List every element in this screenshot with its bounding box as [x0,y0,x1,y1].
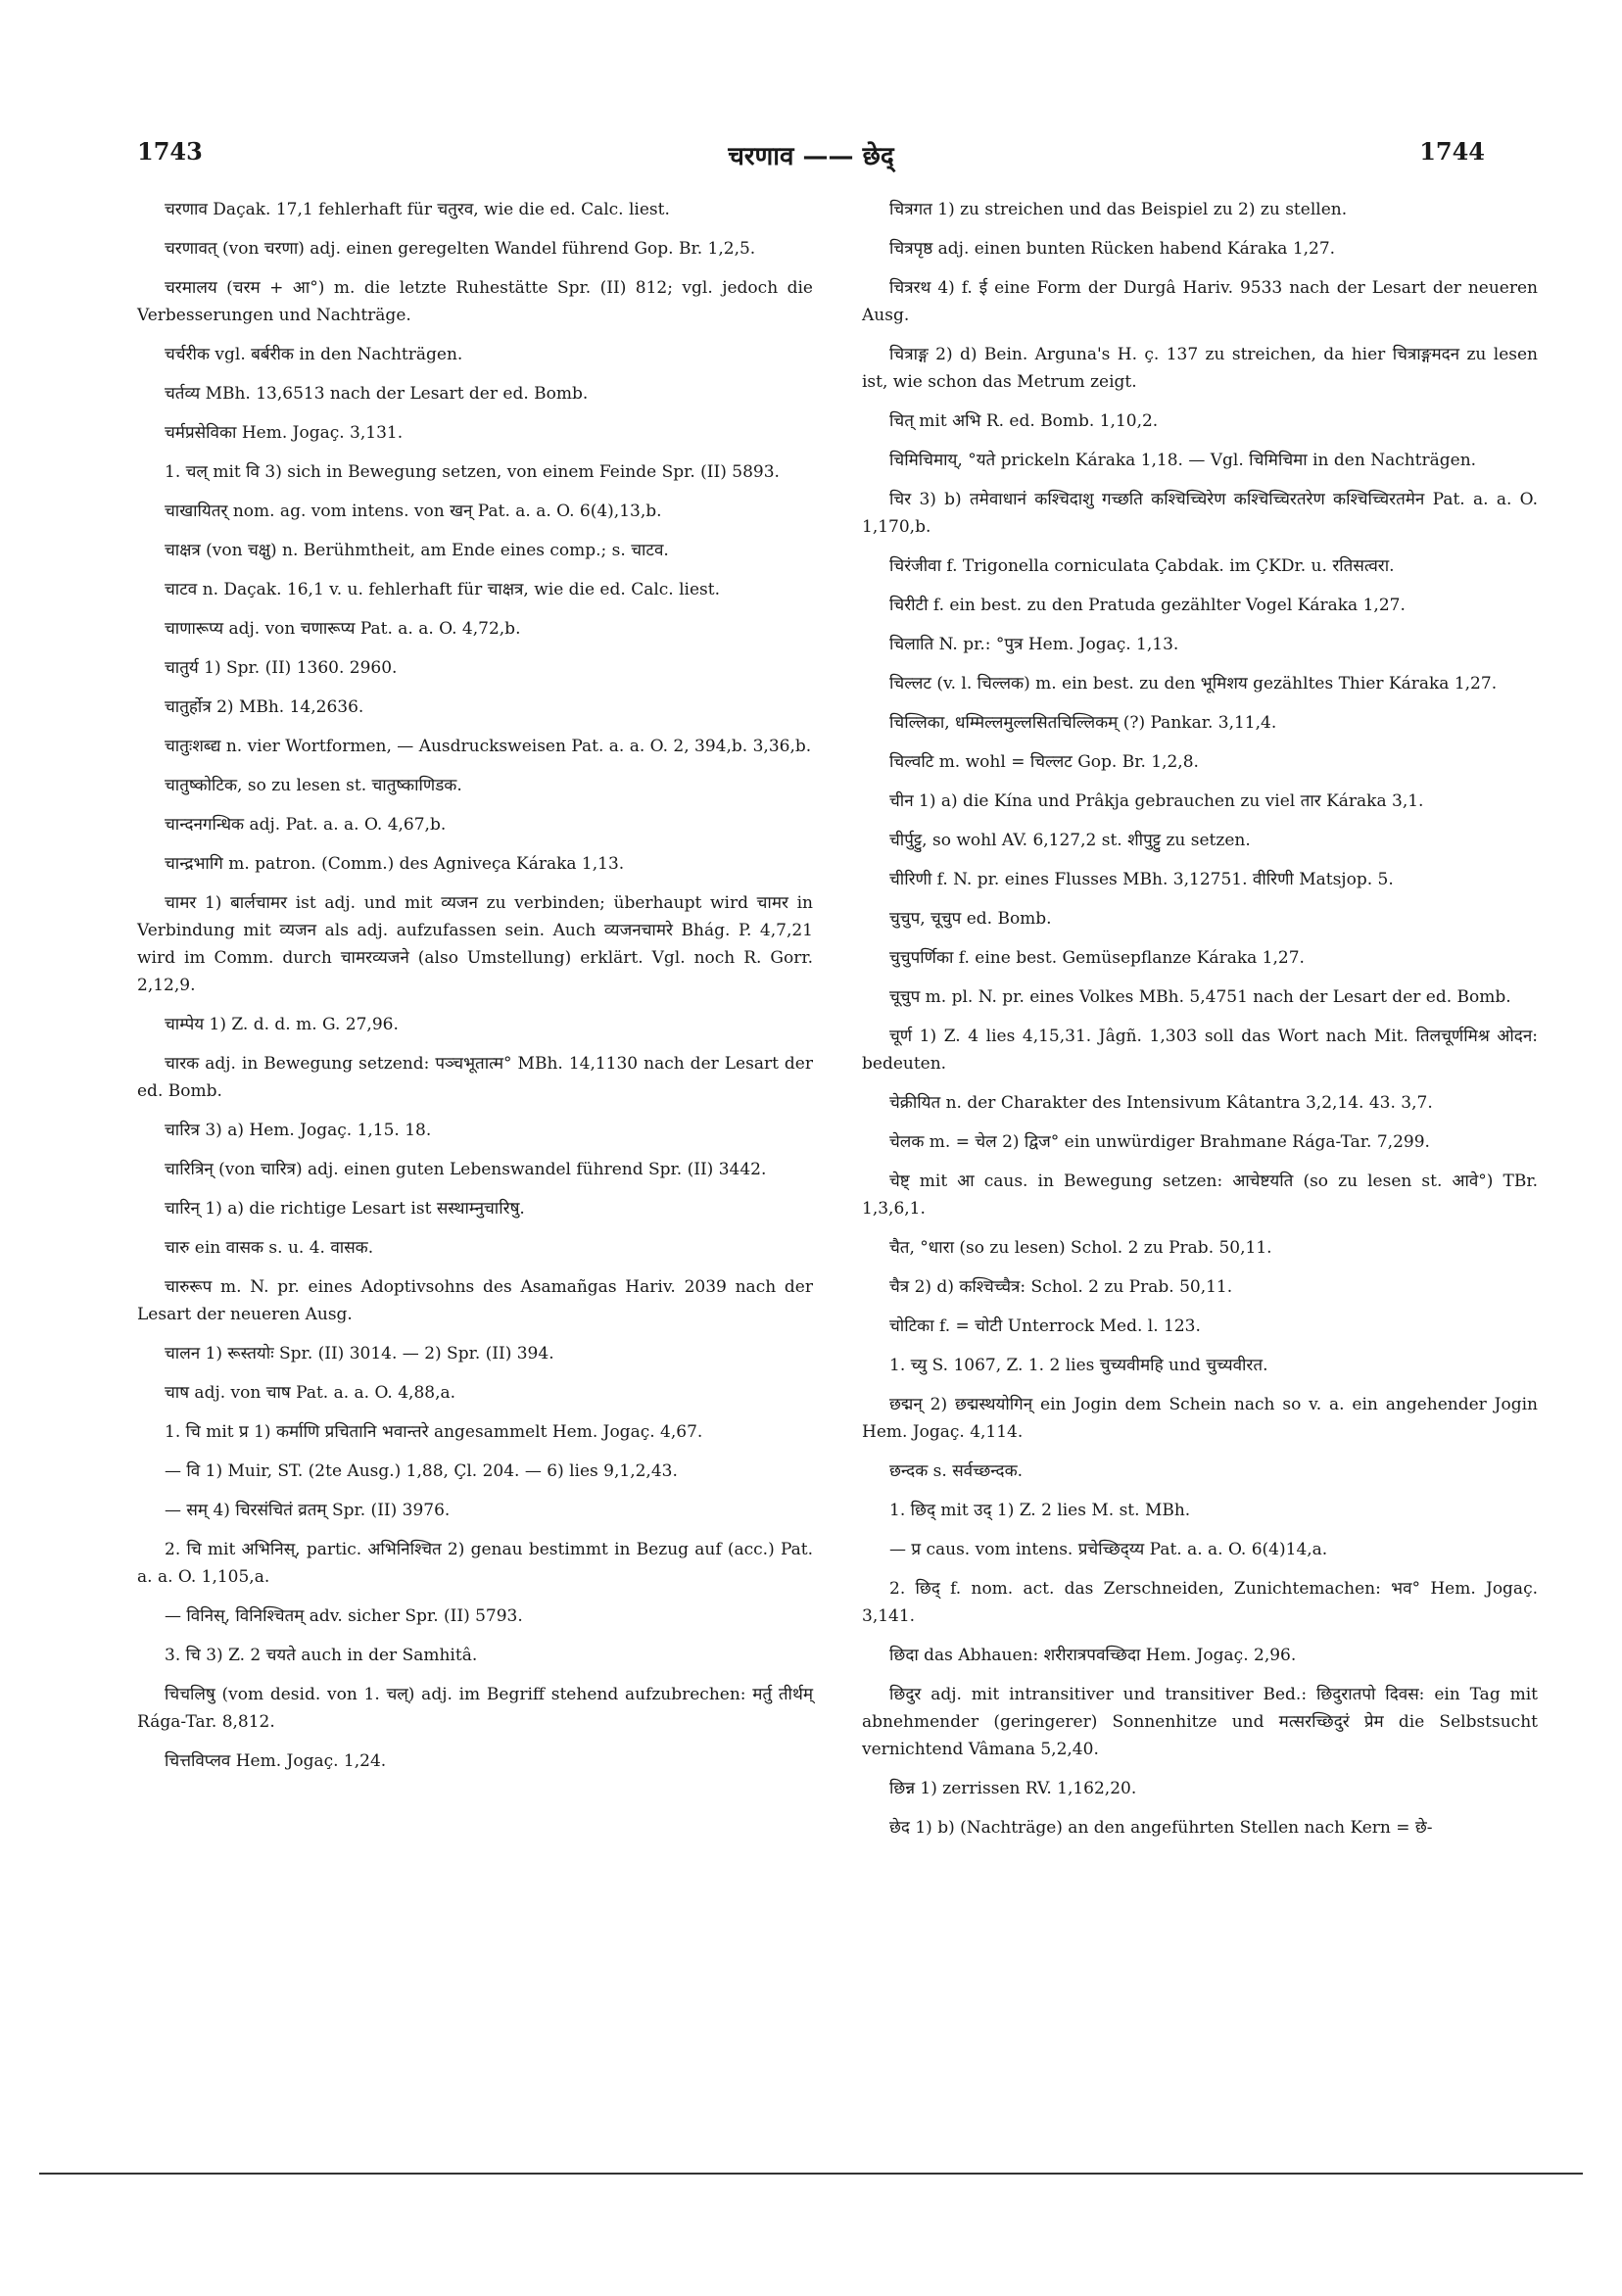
dictionary-entry: चैत्र 2) d) कश्चिच्चैत्र: Schol. 2 zu Prab. 50,11. [889,1277,1233,1297]
page-title: चरणाव —— छेद् [728,142,894,171]
dictionary-entry: चारित्र 3) a) Hem. Jogaç. 1,15. 18. [165,1121,432,1140]
right-page-number: 1744 [1419,137,1485,166]
dictionary-entry: — प्र caus. vom intens. प्रचेच्छिद्य्य Pat. a. a. O. 6(4)14,a. [889,1540,1328,1559]
dictionary-entry: छद्मन् 2) छद्मस्थयोगिन् ein Jogin dem Schein nach so v. a. ein angehender Jogin Hem. Jogaç. 4,114. [862,1395,1538,1442]
dictionary-entry: 2. चि mit अभिनिस्, partic. अभिनिश्चित 2) genau bestimmt in Bezug auf (acc.) Pat. a. a. O. 1,105,a. [137,1540,813,1587]
dictionary-entry: चिर 3) b) तमेवाधानं कश्चिदाशु गच्छति कश्चिच्चिरेण कश्चिच्चिरतरेण कश्चिच्चिरतमेन Pat. a. a. O. 1,170,b. [862,490,1538,537]
dictionary-entry: चीन 1) a) die Kína und Prâkja gebrauchen zu viel तार Káraka 3,1. [889,791,1424,811]
dictionary-entry: चित्रपृष्ठ adj. einen bunten Rücken habend Káraka 1,27. [889,239,1336,259]
dictionary-entry: चुचुप, चूचुप ed. Bomb. [889,909,1052,929]
dictionary-entry: चित्ररथ 4) f. ई eine Form der Durgâ Hariv. 9533 nach der Lesart der neueren Ausg. [862,278,1538,325]
dictionary-entry: चातुर्होत्र 2) MBh. 14,2636. [165,697,364,717]
dictionary-entry: चेष्ट् mit आ caus. in Bewegung setzen: आचेष्टयति (so zu lesen st. आवे°) TBr. 1,3,6,1. [862,1172,1538,1219]
dictionary-entry: चातुष्कोटिक, so zu lesen st. चातुष्काणिडक. [165,776,462,795]
dictionary-entry: चित् mit अभि R. ed. Bomb. 1,10,2. [889,411,1159,431]
dictionary-entry: चान्दनगन्धिक adj. Pat. a. a. O. 4,67,b. [165,815,447,835]
dictionary-entry: चित्तविप्लव Hem. Jogaç. 1,24. [165,1751,387,1771]
dictionary-entry: चातुःशब्द्य n. vier Wortformen, — Ausdrucksweisen Pat. a. a. O. 2, 394,b. 3,36,b. [165,737,812,756]
dictionary-entry: चित्रगत 1) zu streichen und das Beispiel zu 2) zu stellen. [889,200,1348,219]
dictionary-entry: छिदुर adj. mit intransitiver und transitiver Bed.: छिदुरातपो दिवस: ein Tag mit abnehmender (geringerer) Sonnenhitze und मत्सरच्छिदुरं प्रेम die Selbstsucht vernichtend Vâmana 5,2,40. [862,1685,1538,1759]
dictionary-entry: चीरिणी f. N. pr. eines Flusses MBh. 3,12751. वीरिणी Matsjop. 5. [889,870,1394,889]
dictionary-entry: चिल्लिका, धम्मिल्लमुल्लसितचिल्लिकम् (?) Pankar. 3,11,4. [889,713,1277,733]
dictionary-entry: चारक adj. in Bewegung setzend: पञ्चभूतात्म° MBh. 14,1130 nach der Lesart der ed. Bomb. [137,1054,813,1101]
dictionary-entry: चित्राङ्ग 2) d) Bein. Arguna's H. ç. 137 zu streichen, da hier चित्राङ्गमदन zu lesen ist, wie schon das Metrum zeigt. [862,345,1538,392]
dictionary-entry: चेलक m. = चेल 2) द्विज° ein unwürdiger Brahmane Rága-Tar. 7,299. [889,1132,1430,1152]
dictionary-entry: चान्द्रभागि m. patron. (Comm.) des Agniveça Káraka 1,13. [165,854,625,874]
dictionary-entry: 2. छिद् f. nom. act. das Zerschneiden, Zunichtemachen: भव° Hem. Jogaç. 3,141. [862,1579,1538,1626]
dictionary-entry: चारिन् 1) a) die richtige Lesart ist सस्थाम्नुचारिषु. [165,1199,525,1219]
bottom-rule [39,2173,1583,2175]
dictionary-entry: चर्तव्य MBh. 13,6513 nach der Lesart der ed. Bomb. [165,384,589,404]
dictionary-entry: 1. चल् mit वि 3) sich in Bewegung setzen, von einem Feinde Spr. (II) 5893. [165,462,780,482]
dictionary-entry: छेद 1) b) (Nachträge) an den angeführten Stellen nach Kern = छे- [889,1818,1433,1838]
dictionary-entry: चाखायितर् nom. ag. vom intens. von खन् Pat. a. a. O. 6(4),13,b. [165,502,662,521]
dictionary-entry: चारुरूप m. N. pr. eines Adoptivsohns des Asamañgas Hariv. 2039 nach der Lesart der neueren Ausg. [137,1277,813,1324]
dictionary-entry: चिलाति N. pr.: °पुत्र Hem. Jogaç. 1,13. [889,635,1179,654]
dictionary-entry: चेक्रीयित n. der Charakter des Intensivum Kâtantra 3,2,14. 43. 3,7. [889,1093,1433,1113]
dictionary-entry: चाटव n. Daçak. 16,1 v. u. fehlerhaft für चाक्षत्र, wie die ed. Calc. liest. [165,580,720,599]
dictionary-entry: छिदा das Abhauen: शरीरात्रपवच्छिदा Hem. Jogaç. 2,96. [889,1646,1297,1665]
dictionary-entry: चाष adj. von चाष Pat. a. a. O. 4,88,a. [165,1383,456,1403]
dictionary-entry: चीर्पुट्टु, so wohl AV. 6,127,2 st. शीपुट्टु zu setzen. [889,831,1251,850]
right-column [862,196,1538,1853]
dictionary-entry: चिचलिषु (vom desid. von 1. चल्) adj. im Begriff stehend aufzubrechen: मर्तु तीर्थम् Rága-Tar. 8,812. [137,1685,813,1732]
dictionary-entry: चरणावत् (von चरणा) adj. einen geregelten Wandel führend Gop. Br. 1,2,5. [165,239,756,259]
dictionary-entry: 1. छिद् mit उद् 1) Z. 2 lies M. st. MBh. [889,1501,1191,1520]
dictionary-entry: 3. चि 3) Z. 2 चयते auch in der Samhitâ. [165,1646,478,1665]
dictionary-entry: चर्मप्रसेविका Hem. Jogaç. 3,131. [165,423,404,443]
dictionary-entry: चरमालय (चरम + आ°) m. die letzte Ruhestätte Spr. (II) 812; vgl. jedoch die Verbesserungen und Nachträge. [137,278,813,325]
dictionary-entry: चामर 1) बार्लचामर ist adj. und mit व्यजन zu verbinden; überhaupt wird चामर in Verbindung mit व्यजन als adj. aufzufassen sein. Auch व्यजनचामरे Bhág. P. 4,7,21 wird im Comm. durch चामरव्यजने (also Umstellung) erklärt. Vgl. noch R. Gorr. 2,12,9. [137,893,813,995]
dictionary-entry: चुचुपर्णिका f. eine best. Gemüsepflanze Káraka 1,27. [889,948,1305,968]
dictionary-entry: चारित्रिन् (von चारित्र) adj. einen guten Lebenswandel führend Spr. (II) 3442. [165,1160,767,1179]
left-column [137,196,813,1787]
dictionary-entry: — वि 1) Muir, ST. (2te Ausg.) 1,88, Çl. 204. — 6) lies 9,1,2,43. [165,1461,678,1481]
dictionary-entry: चिल्वटि m. wohl = चिल्लट Gop. Br. 1,2,8. [889,752,1199,772]
dictionary-entry: चोटिका f. = चोटी Unterrock Med. l. 123. [889,1316,1201,1336]
dictionary-entry: — विनिस्, विनिश्चितम् adv. sicher Spr. (II) 5793. [165,1606,523,1626]
left-page-number: 1743 [137,137,203,166]
dictionary-entry: चैत, °धारा (so zu lesen) Schol. 2 zu Prab. 50,11. [889,1238,1272,1258]
dictionary-entry: चर्चरीक vgl. बर्बरीक in den Nachträgen. [165,345,463,364]
dictionary-entry: छिन्न 1) zerrissen RV. 1,162,20. [889,1779,1137,1798]
dictionary-entry: चाणारूप्य adj. von चणारूप्य Pat. a. a. O. 4,72,b. [165,619,521,639]
dictionary-entry: चिरंजीवा f. Trigonella corniculata Çabdak. im ÇKDr. u. रतिसत्वरा. [889,556,1395,576]
dictionary-entry: चालन 1) रूस्तयोः Spr. (II) 3014. — 2) Spr. (II) 394. [165,1344,554,1363]
dictionary-entry: चरणाव Daçak. 17,1 fehlerhaft für चतुरव, wie die ed. Calc. liest. [165,200,670,219]
dictionary-entry: चिरीटी f. ein best. zu den Pratuda gezählter Vogel Káraka 1,27. [889,596,1406,615]
dictionary-entry: चातुर्य 1) Spr. (II) 1360. 2960. [165,658,398,678]
dictionary-entry: 1. च्यु S. 1067, Z. 1. 2 lies चुच्यवीमहि und चुच्यवीरत. [889,1356,1268,1375]
dictionary-entry: — सम् 4) चिरसंचितं व्रतम् Spr. (II) 3976. [165,1501,451,1520]
dictionary-entry: चारु ein वासक s. u. 4. वासक. [165,1238,374,1258]
dictionary-entry: चूर्ण 1) Z. 4 lies 4,15,31. Jâgñ. 1,303 soll das Wort nach Mit. तिलचूर्णमिश्र ओदन: bedeuten. [862,1027,1538,1074]
dictionary-entry: 1. चि mit प्र 1) कर्माणि प्रचितानि भवान्तरे angesammelt Hem. Jogaç. 4,67. [165,1422,703,1442]
dictionary-entry: चाम्पेय 1) Z. d. d. m. G. 27,96. [165,1015,399,1034]
dictionary-entry: चिमिचिमाय्, °यते prickeln Káraka 1,18. — Vgl. चिमिचिमा in den Nachträgen. [889,451,1477,470]
dictionary-entry: चूचुप m. pl. N. pr. eines Volkes MBh. 5,4751 nach der Lesart der ed. Bomb. [889,987,1511,1007]
dictionary-entry: चाक्षत्र (von चक्षु) n. Berühmtheit, am Ende eines comp.; s. चाटव. [165,541,669,560]
dictionary-entry: चिल्लट (v. l. चिल्लक) m. ein best. zu den भूमिशय gezähltes Thier Káraka 1,27. [889,674,1498,694]
dictionary-entry: छन्दक s. सर्वच्छन्दक. [889,1461,1024,1481]
